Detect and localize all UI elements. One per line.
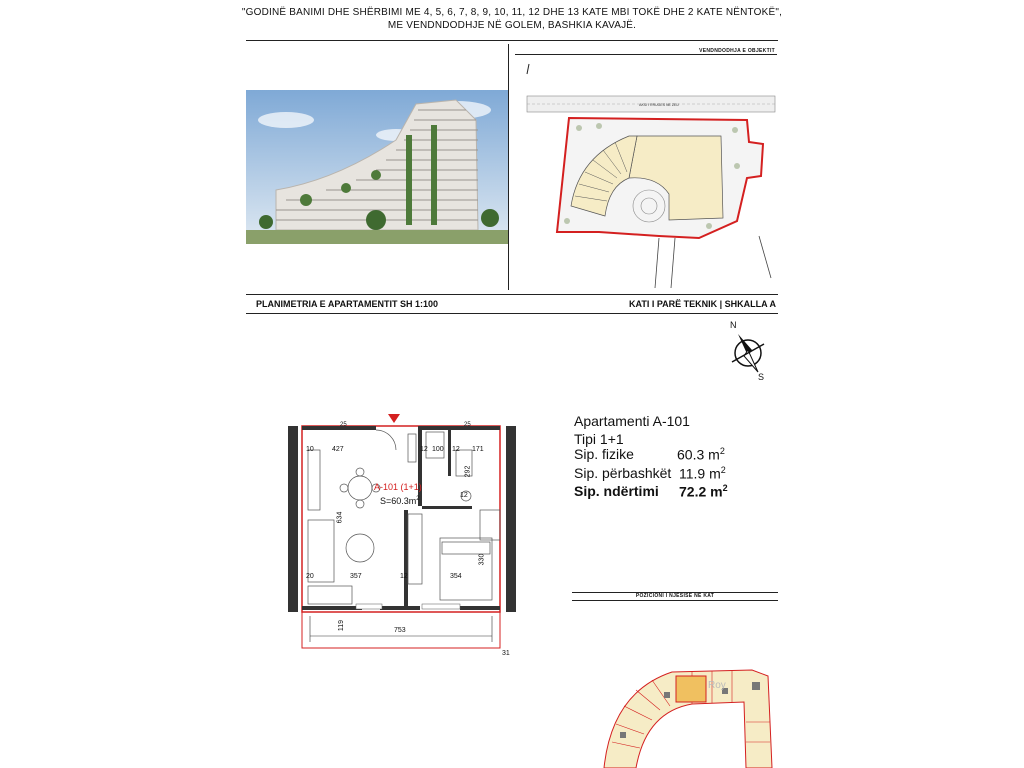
dim-634: 634	[336, 511, 344, 524]
dim-25-a: 25	[340, 422, 347, 428]
dim-171: 171	[472, 446, 484, 453]
area-row-built	[574, 483, 764, 499]
position-panel-title: POZICIONI I NJËSISË NË KAT	[635, 593, 715, 599]
area-value: 60.3 $m^2$	[677, 446, 725, 463]
apartment-type: Tipi 1+1	[574, 431, 624, 447]
area-label: Sip. përbashkët	[574, 465, 672, 481]
section-top-rule	[246, 294, 778, 295]
project-title-line2: ME VENDNDODHJE NË GOLEM, BASHKIA KAVAJË.	[387, 20, 637, 31]
unit-area-value: S=60.3m	[380, 496, 417, 506]
dim-31: 31	[502, 650, 510, 657]
plan-title: PLANIMETRIA E APARTAMENTIT SH 1:100	[256, 299, 439, 309]
apartment-name: Apartamenti A-101	[574, 413, 690, 429]
location-panel-title: VENDNDODHJA E OBJEKTIT	[699, 48, 775, 54]
dim-100: 100	[432, 446, 444, 453]
north-arrow-icon	[722, 318, 774, 388]
compass-south: S	[758, 372, 765, 382]
position-title-rule	[572, 600, 778, 601]
area-value: 11.9 $m^2$	[679, 465, 726, 482]
unit-area	[380, 496, 420, 506]
compass-north: N	[730, 320, 737, 330]
unit-label: A-101 (1+1)	[374, 482, 422, 492]
dim-354: 354	[450, 573, 462, 580]
dim-330: 330	[478, 553, 486, 566]
header-divider	[246, 40, 778, 41]
position-panel	[572, 592, 778, 768]
dim-753: 753	[394, 627, 406, 634]
road-label: AKSI I RRUGES NE ZEU	[639, 103, 679, 107]
building-render-image	[246, 90, 508, 244]
dim-25-b: 25	[464, 422, 471, 428]
dim-12-a: 12	[420, 446, 428, 453]
area-label: Sip. fizike	[574, 446, 634, 462]
area-row-common	[574, 465, 764, 481]
dim-12-b: 12	[452, 446, 460, 453]
location-title-line	[515, 54, 777, 55]
dim-427: 427	[332, 446, 344, 453]
section-bottom-rule	[246, 313, 778, 314]
watermark: Roy	[708, 680, 726, 691]
project-title-line1: "GODINË BANIMI DHE SHËRBIMI ME 4, 5, 6, 7, 8, 9, 10, 11, 12 DHE 13 KATE MBI TOKË DHE 2 KATE NËNTOKË",	[241, 7, 783, 18]
dim-292: 292	[464, 465, 472, 478]
dim-119: 119	[338, 619, 346, 632]
floor-plan	[280, 410, 520, 660]
unit-area-sup: 2	[416, 496, 420, 502]
dim-10: 10	[306, 446, 314, 453]
area-value: 72.2 $m^2$	[679, 483, 728, 500]
dim-357: 357	[350, 573, 362, 580]
floor-title: KATI I PARË TEKNIK | SHKALLA A	[628, 299, 776, 309]
dim-12-d: 12	[460, 492, 468, 499]
dim-12-c: 12	[400, 573, 408, 580]
location-panel	[508, 44, 779, 290]
area-label: Sip. ndërtimi	[574, 483, 659, 499]
area-row-physical	[574, 446, 764, 462]
dim-20: 20	[306, 573, 314, 580]
